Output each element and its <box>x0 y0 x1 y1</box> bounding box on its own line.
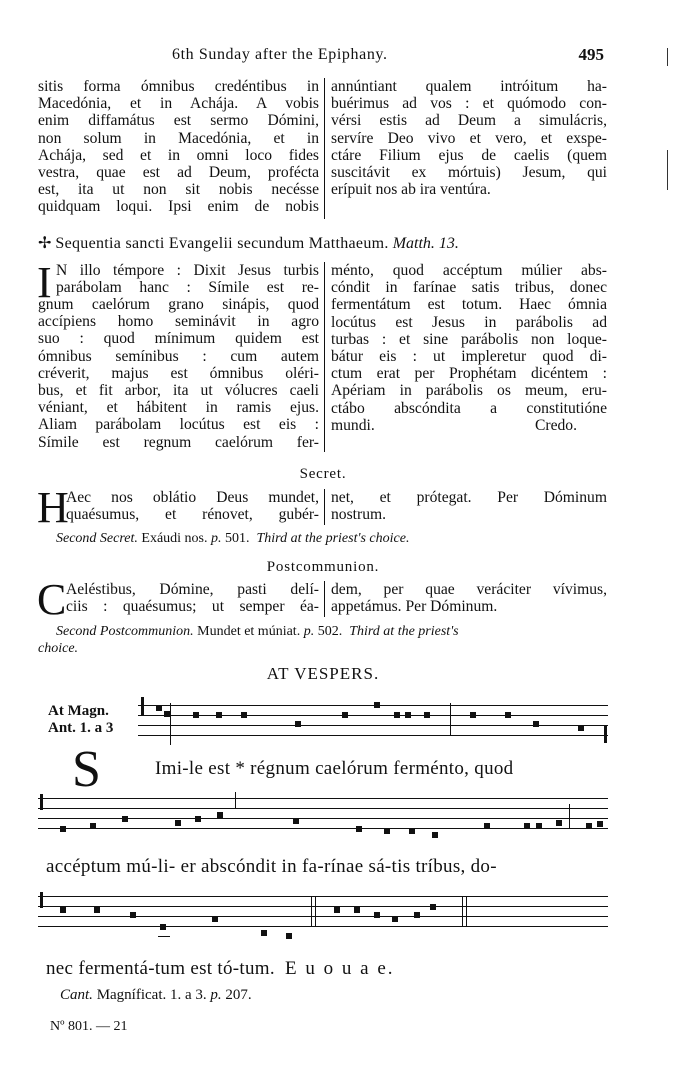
postcommunion-right-column <box>331 581 607 615</box>
margin-mark <box>667 150 668 190</box>
note-label: Second Postcommunion. <box>56 624 194 639</box>
column-divider <box>324 78 325 219</box>
chant-staff-2 <box>38 790 608 840</box>
lyrics-line-2: accéptum mú-li- er abscóndit in fa-rínae sá-tis tríbus, do- <box>46 856 497 877</box>
note-third: choice. <box>38 641 79 656</box>
text-line: buérimus ad vos : et quómodo con- <box>331 95 607 113</box>
text-line: quaésumus, et rénovet, gubér- <box>66 506 319 524</box>
text-line: ciis : quaésumus; ut semper éa- <box>66 598 319 616</box>
dropcap-initial: C <box>37 575 67 624</box>
text-line: fermentátum est totum. Haec ómnia <box>331 296 607 314</box>
gospel-reference: Matth. 13. <box>392 235 459 252</box>
text-line: ménto, quod accéptum múlier abs- <box>331 262 607 279</box>
running-title: 6th Sunday after the Epiphany. <box>172 46 388 63</box>
gospel-right-column <box>331 262 607 434</box>
text-line: quidquam loqui. Ipsi enim de nobis <box>38 198 319 216</box>
note-page: 502. <box>317 624 343 639</box>
chant-staff-3 <box>38 888 608 948</box>
text-line: ómnibus semínibus : cum autem <box>38 347 319 365</box>
note-text: Exáudi nos. <box>141 531 208 546</box>
text-line: Aec nos oblátio Deus mundet, <box>66 489 319 506</box>
text-line: dem, per quae veráciter vívimus, <box>331 581 607 598</box>
text-line: erípuit nos ab ira ventúra. <box>331 181 491 199</box>
cant-label: Cant. <box>60 987 93 1003</box>
text-line: ctáre Filium ejus de caelis (quem <box>331 146 607 164</box>
text-line: sitis forma ómnibus credéntibus in <box>38 78 319 95</box>
text-line: appetámus. Per Dóminum. <box>331 598 498 616</box>
text-line: est, ita ut non sit nobis necésse <box>38 181 319 199</box>
text-line: Apériam in parábolis os meum, eru- <box>331 382 607 400</box>
postcommunion-note <box>56 624 459 640</box>
secret-left-column <box>66 489 319 523</box>
text-line: Símile est regnum caelórum fer- <box>38 433 319 451</box>
text-line: servíre Deo vivo et vero, et exspe- <box>331 129 607 147</box>
antiphon-label <box>48 703 113 737</box>
note-page: 501. <box>225 531 250 546</box>
text-line: bus, et fit arbor, ita ut vólucres caeli <box>38 382 319 400</box>
text-line: nostrum. <box>331 506 387 524</box>
secret-note <box>56 531 409 547</box>
text-line: enim diffamátus est sermo Dómini, <box>38 112 319 130</box>
credo-label: Credo. <box>535 416 578 434</box>
text-line: Aeléstibus, Dómine, pasti delí- <box>66 581 319 598</box>
chant-initial: S <box>72 741 101 798</box>
note-third: Third at the priest's <box>349 624 459 639</box>
lyrics-line-3 <box>46 958 395 980</box>
page-abbrev: p. <box>303 624 315 639</box>
column-divider <box>324 262 325 452</box>
text-line <box>331 417 607 434</box>
dropcap-initial: I <box>37 258 52 307</box>
note-label: Second Secret. <box>56 531 138 546</box>
text-line: parábolam hanc : Símile est re- <box>56 279 319 297</box>
cross-icon: ✢ <box>38 235 52 252</box>
text-line: cóndit in farínae satis tribus, donec <box>331 279 607 297</box>
text-line: vestra, quae est ad Deum, profécta <box>38 164 319 182</box>
epistle-left-column <box>38 78 319 216</box>
text-line: locútus est Jesus in parábolis ad <box>331 313 607 331</box>
text-line: créverit, majus est ómnibus oléri- <box>38 364 319 382</box>
text-line: Achája, sed et in omni loco fides <box>38 146 319 164</box>
note-text: Mundet et múniat. <box>197 624 301 639</box>
label-line <box>48 720 113 737</box>
euouae: E u o u a e. <box>285 958 395 979</box>
dropcap-initial: H <box>37 483 69 532</box>
page-abbrev: p. <box>211 531 222 546</box>
text-line: N illo témpore : Dixit Jesus turbis <box>56 262 319 279</box>
vespers-heading: AT VESPERS. <box>266 664 380 683</box>
note-third: Third at the priest's choice. <box>256 531 410 546</box>
label-text: Ant. 1. a 3 <box>48 720 114 736</box>
text-line: véniant, et hábitent in ramis ejus. <box>38 399 319 417</box>
lyrics-text: nec fermentá-tum est tó-tum. <box>46 958 275 979</box>
canticle-ref <box>60 987 252 1004</box>
chant-staff-1 <box>138 697 608 747</box>
text-line: turbas : et sine parábolis non loque- <box>331 330 607 348</box>
text-line: Aliam parábolam locútus est eis : <box>38 416 319 434</box>
label-line: At Magn. <box>48 703 109 719</box>
postcommunion-note-cont <box>38 641 78 657</box>
gospel-heading <box>38 233 608 253</box>
epistle-right-column <box>331 78 607 198</box>
text-line: gnum caelórum grano sinápis, quod <box>38 296 319 313</box>
text-line: Macedónia, et in Achája. A vobis <box>38 95 319 113</box>
gospel-left-column <box>38 296 319 451</box>
page-number: 495 <box>578 45 604 64</box>
page-abbrev: p. <box>210 987 222 1003</box>
gospel-title: Sequentia sancti Evangelii secundum Matthaeum. <box>55 235 389 252</box>
secret-heading: Secret. <box>299 466 347 482</box>
text-line: non solum in Macedónia, et in <box>38 129 319 147</box>
text-line: ctábo abscóndita a constitutióne <box>331 399 607 417</box>
text-line: accípiens homo seminávit in agro <box>38 313 319 331</box>
text-line: vérsi estis ad Deum a simulácris, <box>331 112 607 130</box>
page-header <box>38 44 608 68</box>
text-line: suscitávit ex mórtuis) Jesum, qui <box>331 164 607 182</box>
text-line: suo : quod mínimum quidem est <box>38 330 319 348</box>
text-line: ctum erat per Prophétam dicéntem : <box>331 365 607 383</box>
column-divider <box>324 489 325 525</box>
postcommunion-left-column <box>66 581 319 615</box>
gospel-left-first <box>56 262 319 296</box>
column-divider <box>324 581 325 617</box>
footer-signature: Nº 801. — 21 <box>50 1019 128 1034</box>
text-line: annúntiant qualem intróitum ha- <box>331 78 607 95</box>
margin-mark <box>667 48 668 66</box>
text-line: bátur eis : ut impleretur quod di- <box>331 348 607 366</box>
last-line-text: mundi. <box>331 416 375 434</box>
lyrics-line-1: Imi-le est * régnum caelórum ferménto, quod <box>155 758 514 779</box>
postcommunion-heading: Postcommunion. <box>266 559 380 575</box>
cant-page: 207. <box>225 987 252 1003</box>
cant-text: Magníficat. 1. a 3. <box>96 987 207 1003</box>
secret-right-column <box>331 489 607 523</box>
text-line: net, et prótegat. Per Dóminum <box>331 489 607 506</box>
